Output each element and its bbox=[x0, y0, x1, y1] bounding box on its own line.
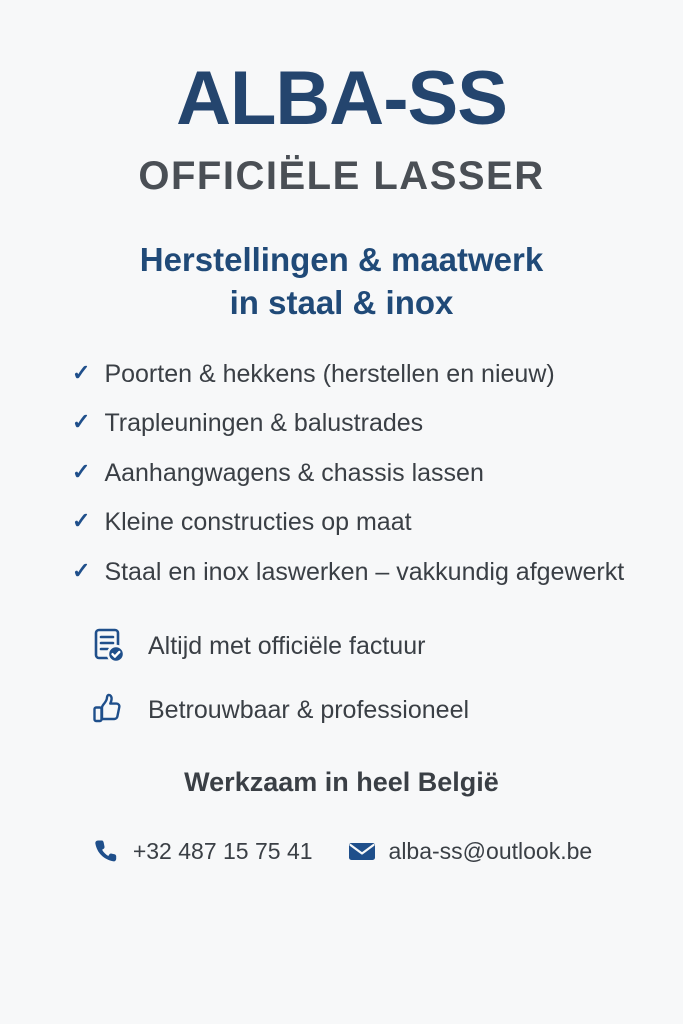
check-icon: ✓ bbox=[72, 508, 91, 534]
phone-icon bbox=[91, 836, 121, 866]
email-address: alba-ss@outlook.be bbox=[388, 837, 593, 864]
phone-number: +32 487 15 75 41 bbox=[132, 837, 313, 864]
check-icon: ✓ bbox=[72, 409, 91, 435]
trust-label: Betrouwbaar & professioneel bbox=[148, 695, 470, 724]
list-item bbox=[72, 407, 643, 440]
document-check-icon bbox=[86, 623, 132, 669]
trust-list bbox=[34, 623, 649, 751]
list-item bbox=[72, 358, 643, 391]
service-label: Aanhangwagens & chassis lassen bbox=[104, 458, 484, 487]
contact-phone[interactable] bbox=[91, 836, 313, 866]
trust-item-reliable bbox=[86, 687, 649, 733]
trust-item-invoice bbox=[86, 623, 649, 669]
service-label: Kleine constructies op maat bbox=[104, 508, 412, 537]
bottom-spacer bbox=[34, 866, 649, 996]
check-icon: ✓ bbox=[72, 557, 91, 583]
list-item bbox=[72, 506, 643, 539]
service-label: Staal en inox laswerken – vakkundig afgewerkt bbox=[104, 557, 625, 586]
services-list bbox=[34, 358, 649, 606]
check-icon: ✓ bbox=[72, 359, 91, 385]
envelope-icon bbox=[347, 836, 377, 866]
check-icon: ✓ bbox=[72, 458, 91, 484]
list-item bbox=[72, 457, 643, 490]
service-label: Poorten & hekkens (herstellen en nieuw) bbox=[104, 359, 555, 388]
contact-bar bbox=[34, 836, 649, 866]
headline-line-2: in staal & inox bbox=[229, 283, 454, 321]
list-item bbox=[72, 556, 643, 589]
service-region: Werkzaam in heel België bbox=[184, 767, 499, 798]
brand-title: ALBA-SS bbox=[176, 56, 507, 141]
headline bbox=[34, 239, 649, 323]
service-label: Trapleuningen & balustrades bbox=[104, 409, 424, 438]
brand-tagline: OFFICIËLE LASSER bbox=[138, 154, 545, 199]
trust-label: Altijd met officiële factuur bbox=[148, 631, 426, 660]
thumbs-up-icon bbox=[86, 687, 132, 733]
headline-line-1: Herstellingen & maatwerk bbox=[139, 241, 544, 279]
contact-email[interactable] bbox=[347, 836, 593, 866]
